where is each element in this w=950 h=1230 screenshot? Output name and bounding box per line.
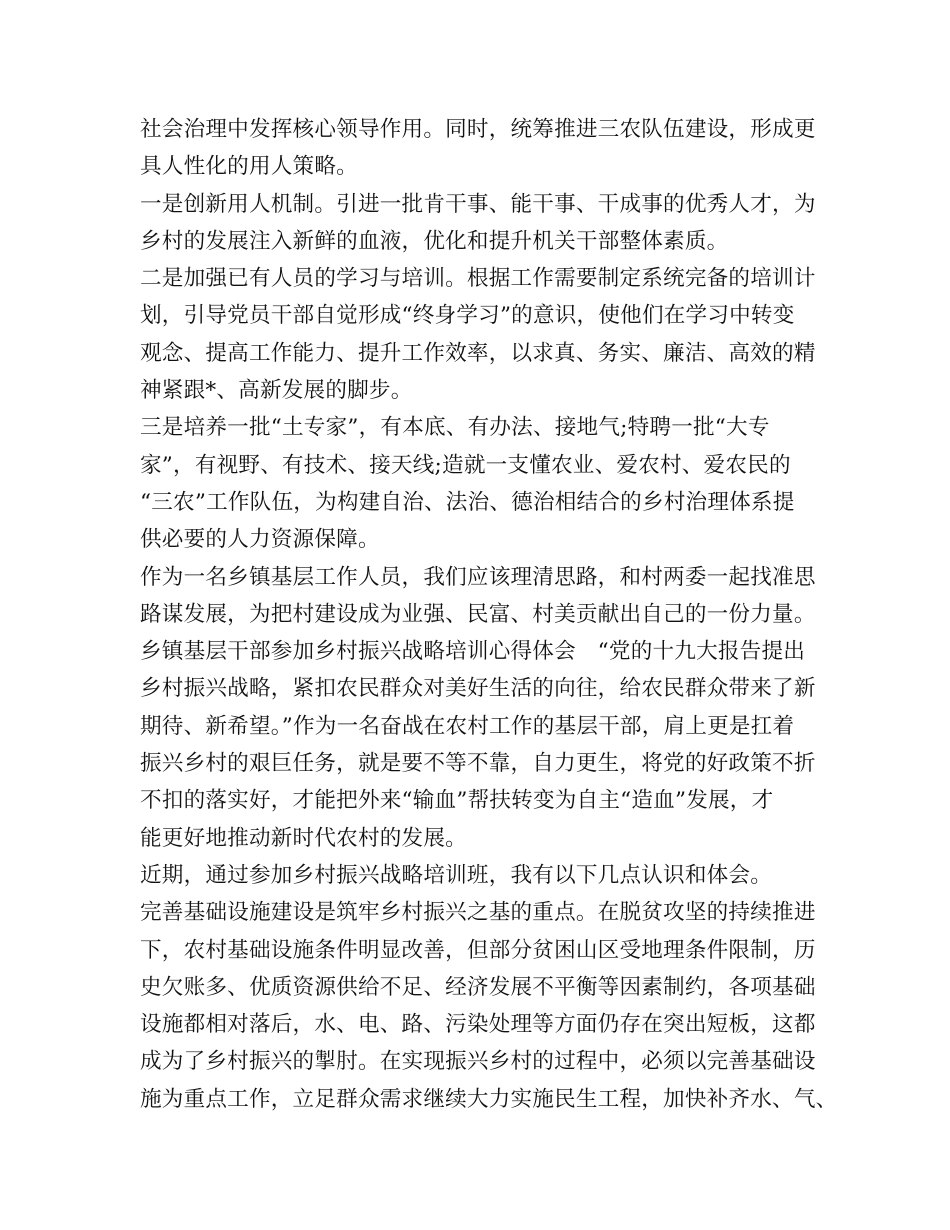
text-line: 近期，通过参加乡村振兴战略培训班，我有以下几点认识和体会。 bbox=[140, 862, 773, 888]
text-line: 乡村振兴战略，紧扣农民群众对美好生活的向往，给农民群众带来了新 bbox=[140, 676, 816, 702]
text-line: 完善基础设施建设是筑牢乡村振兴之基的重点。在脱贫攻坚的持续推进 bbox=[140, 900, 816, 926]
text-line: 神紧跟*、高新发展的脚步。 bbox=[140, 378, 413, 404]
text-line: 乡镇基层干部参加乡村振兴战略培训心得体会 “党的十九大报告提出 bbox=[140, 639, 806, 665]
text-line: 期待、新希望。”作为一名奋战在农村工作的基层干部，肩上更是扛着 bbox=[140, 713, 795, 739]
text-line: 社会治理中发挥核心领导作用。同时，统筹推进三农队伍建设，形成更 bbox=[140, 117, 816, 142]
text-line: 观念、提高工作能力、提升工作效率，以求真、务实、廉洁、高效的精 bbox=[140, 340, 816, 366]
text-line: 成为了乡村振兴的掣肘。在实现振兴乡村的过程中，必须以完善基础设 bbox=[140, 1049, 816, 1075]
text-line: 二是加强已有人员的学习与培训。根据工作需要制定系统完备的培训计 bbox=[140, 266, 816, 292]
text-line: 具人性化的用人策略。 bbox=[140, 154, 358, 180]
text-line: 家”，有视野、有技术、接天线;造就一支懂农业、爱农村、爱农民的 bbox=[140, 452, 791, 478]
text-line: 设施都相对落后，水、电、路、污染处理等方面仍存在突出短板，这都 bbox=[140, 1012, 816, 1038]
text-line: 施为重点工作，立足群众需求继续大力实施民生工程，加快补齐水、气、 bbox=[140, 1086, 838, 1112]
text-line: 乡村的发展注入新鲜的血液，优化和提升机关干部整体素质。 bbox=[140, 228, 729, 254]
text-line: 三是培养一批“土专家”，有本底、有办法、接地气;特聘一批“大专 bbox=[140, 415, 770, 441]
text-line: 史欠账多、优质资源供给不足、经济发展不平衡等因素制约，各项基础 bbox=[140, 974, 816, 1000]
text-line: 不扣的落实好，才能把外来“输血”帮扶转变为自主“造血”发展，才 bbox=[140, 788, 774, 814]
text-line: 路谋发展，为把村建设成为业强、民富、村美贡献出自己的一份力量。 bbox=[140, 601, 816, 627]
document-body bbox=[140, 111, 838, 1118]
text-line: 下，农村基础设施条件明显改善，但部分贫困山区受地理条件限制，历 bbox=[140, 937, 816, 963]
text-line: 作为一名乡镇基层工作人员，我们应该理清思路，和村两委一起找准思 bbox=[140, 564, 816, 590]
text-line: 划，引导党员干部自觉形成“终身学习”的意识，使他们在学习中转变 bbox=[140, 303, 795, 329]
text-line: 振兴乡村的艰巨任务，就是要不等不靠，自力更生，将党的好政策不折 bbox=[140, 751, 816, 777]
text-line: 一是创新用人机制。引进一批肯干事、能干事、干成事的优秀人才，为 bbox=[140, 191, 816, 217]
text-line: 能更好地推动新时代农村的发展。 bbox=[140, 825, 467, 851]
text-line: 供必要的人力资源保障。 bbox=[140, 527, 380, 553]
text-line: “三农”工作队伍，为构建自治、法治、德治相结合的乡村治理体系提 bbox=[140, 489, 795, 515]
